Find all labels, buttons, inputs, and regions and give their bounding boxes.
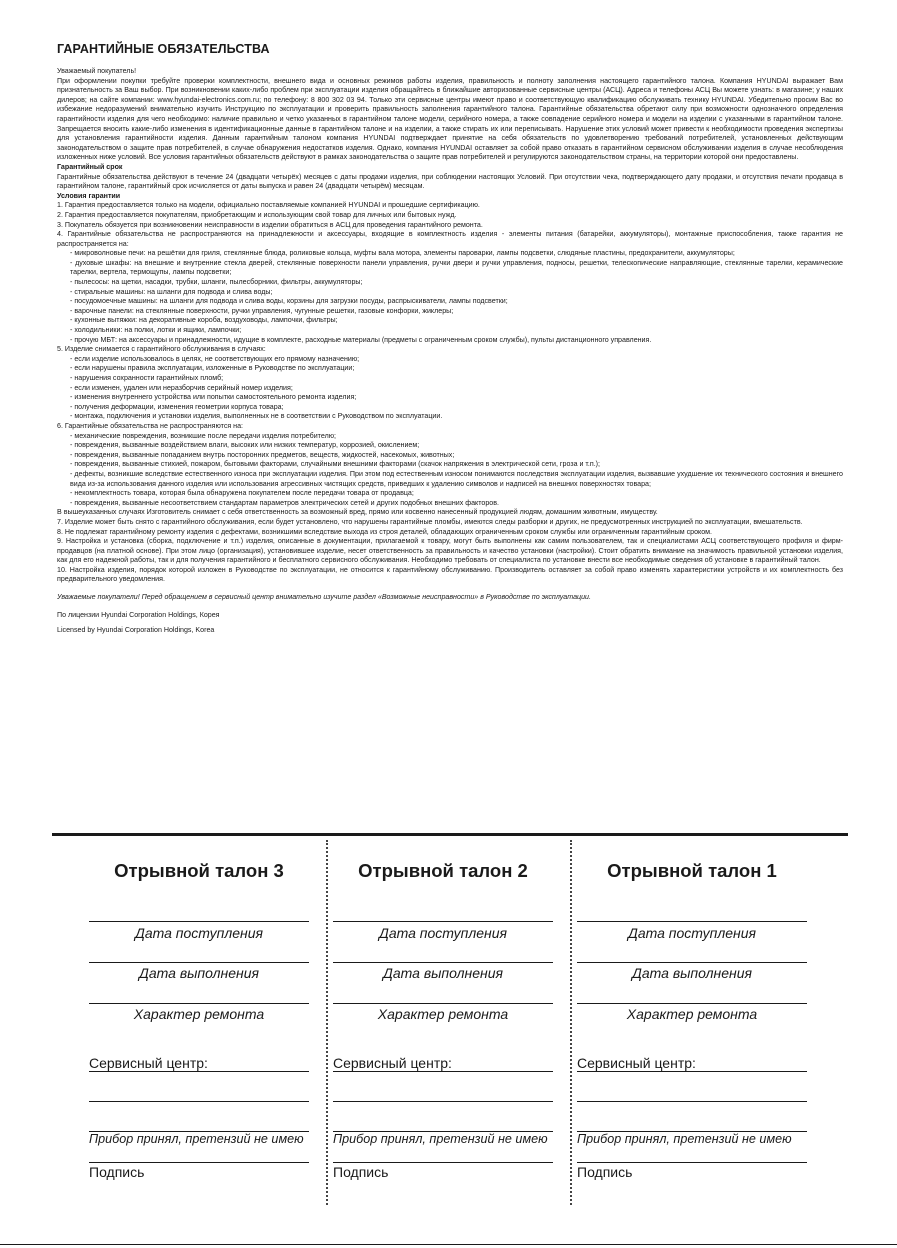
list-item: - повреждения, вызванные стихией, пожаром, бытовыми факторами, случайными внешними факторами (скачок напряжения в электрической сети, гроза и т.п.); <box>70 460 601 469</box>
condition-6-note: В вышеуказанных случаях Изготовитель снимает с себя ответственность за возможный вред, прямо или косвенно нанесенный продукцией людям, домашним животным, имуществу. <box>57 508 658 517</box>
term-heading: Гарантийный срок <box>57 162 123 171</box>
condition-2: 2. Гарантия предоставляется покупателям, приобретающим и использующим свой товар для личных или бытовых нужд. <box>57 210 457 219</box>
field-line <box>577 1071 807 1072</box>
warranty-text <box>57 67 843 636</box>
field-line <box>89 921 309 922</box>
completed-date-label: Дата выполнения <box>632 965 752 981</box>
field-line <box>333 1071 553 1072</box>
list-item: - варочные панели: на стеклянные поверхности, ручки управления, чугунные решетки, газовые конфорки, жиклеры; <box>70 306 454 315</box>
condition-4: 4. Гарантийные обязательства не распространяются на принадлежности и аксессуары, входящие в комплектность изделия - элементы питания (батарейки, аккумуляторы), монтажные приспособления, также гарантия не распространяется на: <box>57 230 843 248</box>
list-item: - если нарушены правила эксплуатации, изложенные в Руководстве по эксплуатации; <box>70 364 355 373</box>
field-line <box>89 962 309 963</box>
list-item: - холодильники: на полки, лотки и ящики, лампочки; <box>70 326 242 335</box>
condition-8: 8. Не подлежат гарантийному ремонту изделия с дефектами, возникшими вследствие выхода из строя деталей, обладающих ограниченным сроком службы или ограниченным гарантийным сроком. <box>57 527 713 536</box>
list-item: - если изменен, удален или неразборчив серийный номер изделия; <box>70 383 293 392</box>
conditions-heading: Условия гарантии <box>57 191 121 200</box>
field-line <box>89 1003 309 1004</box>
license-ru: По лицензии Hyundai Corporation Holdings, Корея <box>57 610 220 619</box>
list-item: - повреждения, вызванные несоответствием стандартам параметров электрических сетей и других подобных внешних факторов. <box>70 498 499 507</box>
repair-type-label: Характер ремонта <box>626 1006 758 1022</box>
list-item: - некомплектность товара, которая была обнаружена покупателем после передачи товара от продавца; <box>70 489 414 498</box>
received-date-label: Дата поступления <box>378 925 508 941</box>
condition-1: 1. Гарантия предоставляется только на модели, официально поставляемые компанией HYUNDAI и прошедшие сертификацию. <box>57 201 480 210</box>
perforation-line <box>326 840 328 1205</box>
list-item: - монтажа, подключения и установки изделия, выполненных не в соответствии с Руководством по эксплуатации. <box>70 412 443 421</box>
field-line <box>333 1003 553 1004</box>
cut-line <box>52 833 848 836</box>
field-line <box>577 1003 807 1004</box>
list-item: - получения деформации, изменения геометрии корпуса товара; <box>70 402 284 411</box>
condition-7: 7. Изделие может быть снято с гарантийного обслуживания, если будет установлено, что нарушены гарантийные пломбы, имеются следы разборки и других, не предусмотренных инструкцией по эксплуатации, вмешательств. <box>57 517 803 526</box>
page-edge-line <box>0 1244 897 1245</box>
list-item: - повреждения, вызванные попаданием внутрь посторонних предметов, веществ, жидкостей, насекомых, животных; <box>70 450 455 459</box>
field-line <box>577 921 807 922</box>
received-date-label: Дата поступления <box>134 925 264 941</box>
list-item: - посудомоечные машины: на шланги для подвода и слива воды, корзины для загрузки посуды, распрыскиватели, лампы подсветки; <box>70 297 508 306</box>
field-line <box>89 1101 309 1102</box>
list-item: - нарушения сохранности гарантийных пломб; <box>70 374 224 382</box>
field-line <box>333 962 553 963</box>
acceptance-label: Прибор принял, претензий не имею <box>89 1132 304 1146</box>
signature-label: Подпись <box>89 1164 145 1180</box>
field-line <box>333 921 553 922</box>
list-item: - изменения внутреннего устройства или попытки самостоятельного ремонта изделия; <box>70 393 357 402</box>
repair-type-label: Характер ремонта <box>377 1006 509 1022</box>
coupon-2 <box>333 840 553 1210</box>
condition-10: 10. Настройка изделия, порядок которой изложен в Руководстве по эксплуатации, не относится к гарантийному обслуживанию. Производитель оставляет за собой право изменять характеристики устройств и их комплектность без предварительного уведомления. <box>57 565 843 584</box>
condition-5: 5. Изделие снимается с гарантийного обслуживания в случаях: <box>57 345 266 354</box>
field-line <box>89 1071 309 1072</box>
field-line <box>333 1162 553 1163</box>
service-center-label: Сервисный центр: <box>89 1055 208 1071</box>
service-center-label: Сервисный центр: <box>577 1055 696 1071</box>
field-line <box>577 962 807 963</box>
list-item: - духовые шкафы: на внешние и внутренние стекла дверей, стеклянные поверхности панели управления, ручки двери и ручки управления, подносы, решетки, телескопические направляющие, стеклянные тарелки, керамические тарелки, вертела, термощупы, лампы подсветки; <box>70 258 843 277</box>
received-date-label: Дата поступления <box>627 925 757 941</box>
coupon-1 <box>577 840 807 1210</box>
coupon-3 <box>89 840 309 1210</box>
list-item: - повреждения, вызванные воздействием влаги, высоких или низких температур, коррозией, окислением; <box>70 441 420 450</box>
field-line <box>333 1101 553 1102</box>
completed-date-label: Дата выполнения <box>383 965 503 981</box>
perforation-line <box>570 840 572 1205</box>
field-line <box>577 1162 807 1163</box>
term-paragraph: Гарантийные обязательства действуют в течение 24 (двадцати четырёх) месяцев с даты продажи изделия, при соблюдении настоящих Условий. При отсутствии чека, подтверждающего дату продажи, и отсутствия печати продавца в гарантийном талоне, гарантийный срок исчисляется от даты выпуска и равен 24 (двадцати четырём) месяцам. <box>57 172 843 191</box>
condition-6: 6. Гарантийные обязательства не распространяются на: <box>57 421 244 430</box>
intro-paragraph: При оформлении покупки требуйте проверки комплектности, внешнего вида и основных режимов работы изделия, правильность и полноту заполнения настоящего гарантийного талона. Компания HYUNDAI выражает Вам признательность за Ваш выбор. При возникновении каких-либо проблем при эксплуатации изделия обращайтесь в ближайшие авторизованные сервисные центры (АСЦ). Адреса и телефоны АСЦ Вы можете узнать: в магазине; у наших дилеров; на сайте компании: www.hyundai-electronics.com.ru; по телефону: 8 800 302 03 94. Только эти сервисные центры имеют право и соответствующую квалификацию обслуживать технику HYUNDAI. Убедительно просим Вас во избежание недоразумений внимательно изучить Инструкцию по эксплуатации и проверить правильность заполнения гарантийного талона. Гарантийные обязательства обретают силу при возможности однозначного определения гарантийности изделия для чего необходимо: наличие правильно и четко указанных в гарантийном талоне модели, серийного номера, а также совпадение серийного номера и модели на изделии с указанными в гарантийном талоне. Запрещается вносить какие-либо изменения в идентификационные данные в гарантийном талоне и на изделии, а также стирать их или переписывать. Нарушение этих условий может привести к необходимости проведения экспертизы для установления гарантийности изделия. Данным гарантийным талоном компания HYUNDAI подтверждает принятие на себя обязательств по удовлетворению требований потребителей, установленных действующим законодательством о защите прав потребителей, в случае обнаружения недостатков изделия. Однако, компания HYUNDAI оставляет за собой право отказать в гарантийном сервисном обслуживании изделия в случае несоблюдения изложенных ниже условий. Все условия гарантийных обязательств действуют в рамках законодательства о защите прав потребителей и регулируются законодательством страны, на территории которой они предоставлены. <box>57 76 843 162</box>
greeting: Уважаемый покупатель! <box>57 67 137 75</box>
list-item: - микроволновые печи: на решётки для гриля, стеклянные блюда, роликовые кольца, муфты вала мотора, элементы пароварки, лампы подсветки, слюдяные пластины, предохранители, аккумуляторы; <box>70 249 735 258</box>
list-item: - пылесосы: на щетки, насадки, трубки, шланги, пылесборники, фильтры, аккумуляторы; <box>70 278 363 287</box>
repair-type-label: Характер ремонта <box>133 1006 265 1022</box>
coupon-title: Отрывной талон 2 <box>358 860 528 881</box>
condition-9: 9. Настройка и установка (сборка, подключение и т.п.) изделия, описанные в документации, прилагаемой к товару, могут быть выполнены как самим пользователем, так и специалистами АСЦ соответствующего профиля и фирм-продавцов (на платной основе). При этом лицо (организация), установившее изделие, несет ответственность за правильность и качество установки (настройки). Стоит обратить внимание на значимость правильной установки изделия, как для его надежной работы, так и для получения гарантийного и бесплатного сервисного обслуживания. Необходимо требовать от специалиста по установке внести все необходимые сведения об установке в гарантийный талон. <box>57 537 843 565</box>
signature-label: Подпись <box>577 1164 633 1180</box>
license-en: Licensed by Hyundai Corporation Holdings, Korea <box>57 626 215 635</box>
list-item: - прочую МБТ: на аксессуары и принадлежности, идущие в комплекте, расходные материалы (предметы с ограниченным сроком службы), пульты дистанционного управления. <box>70 335 652 344</box>
notice: Уважаемые покупатели! Перед обращением в сервисный центр внимательно изучите раздел «Возможные неисправности» в Руководстве по эксплуатации. <box>57 593 591 602</box>
list-item: - стиральные машины: на шланги для подвода и слива воды; <box>70 287 273 296</box>
completed-date-label: Дата выполнения <box>139 965 259 981</box>
list-item: - дефекты, возникшие вследствие естественного износа при эксплуатации изделия. При этом под естественным износом понимаются последствия эксплуатации изделия, вызвавшие ухудшение их технического состояния и внешнего вида из-за использования данного изделия или использования агрессивных чистящих средств, приведших к удалению символов и надписей на внешних поверхностях товара; <box>70 469 843 488</box>
list-item: - механические повреждения, возникшие после передачи изделия потребителю; <box>70 431 336 440</box>
service-center-label: Сервисный центр: <box>333 1055 452 1071</box>
field-line <box>89 1162 309 1163</box>
signature-label: Подпись <box>333 1164 389 1180</box>
list-item: - если изделие использовалось в целях, не соответствующих его прямому назначению; <box>70 354 360 363</box>
coupon-title: Отрывной талон 1 <box>607 860 777 881</box>
field-line <box>577 1101 807 1102</box>
acceptance-label: Прибор принял, претензий не имею <box>577 1132 792 1146</box>
page-title: ГАРАНТИЙНЫЕ ОБЯЗАТЕЛЬСТВА <box>57 42 270 56</box>
condition-3: 3. Покупатель обязуется при возникновении неисправности в изделии обратиться в АСЦ для проведения гарантийного ремонта. <box>57 220 483 229</box>
acceptance-label: Прибор принял, претензий не имею <box>333 1132 548 1146</box>
coupon-title: Отрывной талон 3 <box>114 860 284 881</box>
list-item: - кухонные вытяжки: на декоративные короба, воздуховоды, лампочки, фильтры; <box>70 316 338 325</box>
